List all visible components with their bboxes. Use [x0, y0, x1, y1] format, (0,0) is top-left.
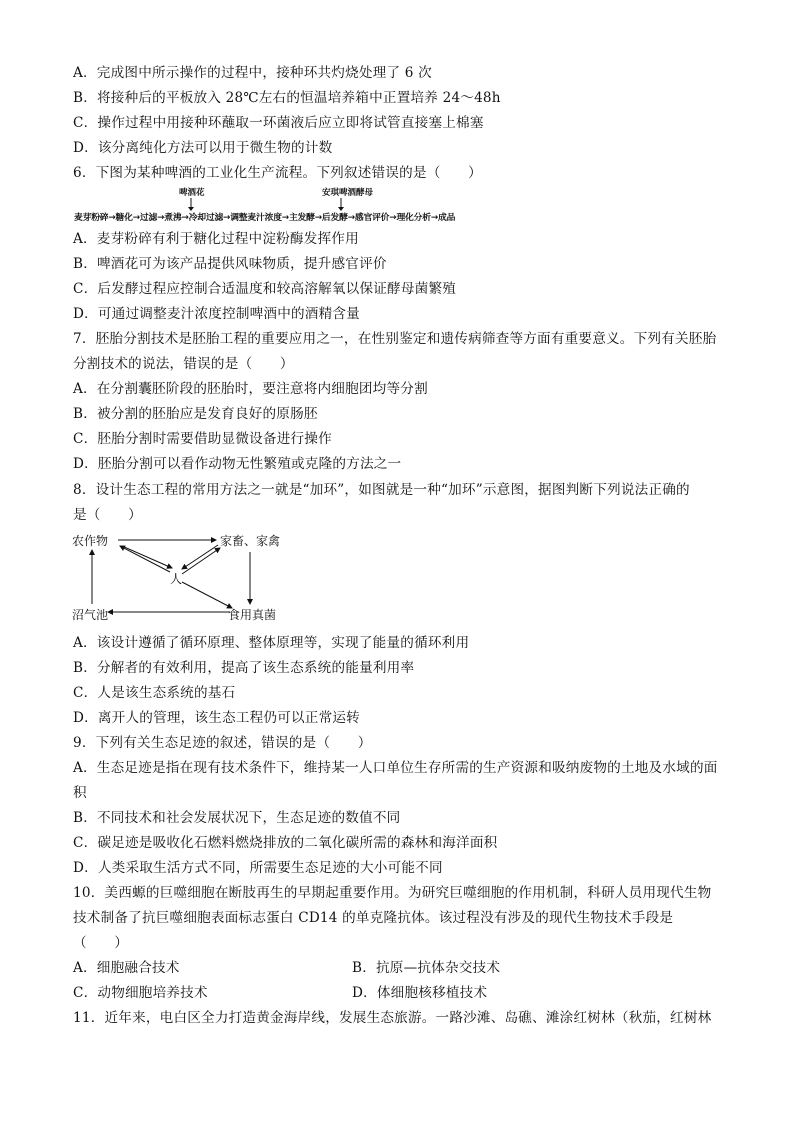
q5-option-b: B．将接种后的平板放入 28℃左右的恒温培养箱中正置培养 24～48h	[73, 90, 501, 106]
q10-stem-line1: 10．美西螈的巨噬细胞在断肢再生的早期起重要作用。为研究巨噬细胞的作用机制，科研人员用现代生物	[73, 885, 712, 901]
q8-stem-line2: 是（ ）	[73, 507, 142, 523]
q9-stem: 9．下列有关生态足迹的叙述，错误的是（ ）	[73, 735, 372, 751]
flow-hops-label: 啤酒花	[179, 188, 205, 198]
q9-option-d: D．人类采取生活方式不同，所需要生态足迹的大小可能不同	[73, 860, 443, 876]
q10-stem-line3: （ ）	[73, 935, 129, 951]
q10-option-c: C．动物细胞培养技术	[73, 985, 208, 1001]
q10-stem-line2: 技术制备了抗巨噬细胞表面标志蛋白 CD14 的单克隆抗体。该过程没有涉及的现代生物技术手段是	[73, 910, 674, 926]
node-crops: 农作物	[72, 534, 109, 548]
node-fungi: 食用真菌	[228, 608, 277, 622]
q5-option-c: C．操作过程中用接种环蘸取一环菌液后应立即将试管直接塞上棉塞	[73, 115, 484, 131]
q9-option-c: C．碳足迹是吸收化石燃料燃烧排放的二氧化碳所需的森林和海洋面积	[73, 835, 498, 851]
q10-options-row1	[73, 959, 723, 977]
q7-option-a: A．在分割囊胚阶段的胚胎时，要注意将内细胞团均等分割	[73, 381, 428, 397]
q8-option-b: B．分解者的有效利用，提高了该生态系统的能量利用率	[73, 660, 415, 676]
node-livestock: 家畜、家禽	[220, 534, 281, 548]
q8-stem-line1: 8．设计生态工程的常用方法之一就是“加环”，如图就是一种“加环”示意图，据图判断下列说法正确的	[73, 482, 690, 498]
flow-main-process: 麦芽粉碎→糖化→过滤→煮沸→冷却过滤→调整麦汁浓度→主发酵→后发酵→感官评价→理化分析→成品	[74, 213, 456, 223]
q6-option-a: A．麦芽粉碎有利于糖化过程中淀粉酶发挥作用	[73, 231, 359, 247]
q8-option-c: C．人是该生态系统的基石	[73, 685, 236, 701]
q11-stem-line1: 11．近年来，电白区全力打造黄金海岸线，发展生态旅游。一路沙滩、岛礁、滩涂红树林（秋茄，红树林	[73, 1010, 712, 1026]
q8-option-d: D．离开人的管理，该生态工程仍可以正常运转	[73, 710, 360, 726]
q6-stem: 6．下图为某种啤酒的工业化生产流程。下列叙述错误的是（ ）	[73, 165, 482, 181]
q5-option-a: A．完成图中所示操作的过程中，接种环共灼烧处理了 6 次	[73, 65, 432, 81]
q9-option-b: B．不同技术和社会发展状况下，生态足迹的数值不同	[73, 810, 401, 826]
q9-option-a-cont: 积	[73, 785, 87, 801]
q10-option-a: A．细胞融合技术	[73, 960, 180, 976]
flow-yeast-label: 安琪啤酒酵母	[322, 188, 374, 198]
node-biogas: 沼气池	[72, 608, 109, 622]
q10-option-b: B．抗原—抗体杂交技术	[352, 960, 501, 976]
q7-option-b: B．被分割的胚胎应是发育良好的原肠胚	[73, 406, 318, 422]
q9-option-a: A．生态足迹是指在现有技术条件下，维持某一人口单位生存所需的生产资源和吸纳废物的土地及水域的面	[73, 760, 718, 776]
node-human: 人	[170, 572, 183, 586]
q7-option-d: D．胚胎分割可以看作动物无性繁殖或克隆的方法之一	[73, 456, 402, 472]
q10-option-d: D．体细胞核移植技术	[352, 985, 488, 1001]
q8-cycle-diagram	[70, 532, 310, 627]
q6-option-b: B．啤酒花可为该产品提供风味物质，提升感官评价	[73, 256, 387, 272]
q6-option-c: C．后发酵过程应控制合适温度和较高溶解氧以保证酵母菌繁殖	[73, 281, 457, 297]
q5-option-d: D．该分离纯化方法可以用于微生物的计数	[73, 140, 333, 156]
q8-option-a: A．该设计遵循了循环原理、整体原理等，实现了能量的循环利用	[73, 635, 470, 651]
q7-stem-line1: 7．胚胎分割技术是胚胎工程的重要应用之一，在性别鉴定和遗传病筛查等方面有重要意义。下列有关胚胎	[73, 331, 717, 347]
flow-arrows	[0, 0, 794, 230]
q10-options-row2	[73, 984, 723, 1002]
q6-option-d: D．可通过调整麦汁浓度控制啤酒中的酒精含量	[73, 306, 360, 322]
q7-stem-line2: 分割技术的说法，错误的是（ ）	[73, 356, 294, 372]
q7-option-c: C．胚胎分割时需要借助显微设备进行操作	[73, 431, 332, 447]
